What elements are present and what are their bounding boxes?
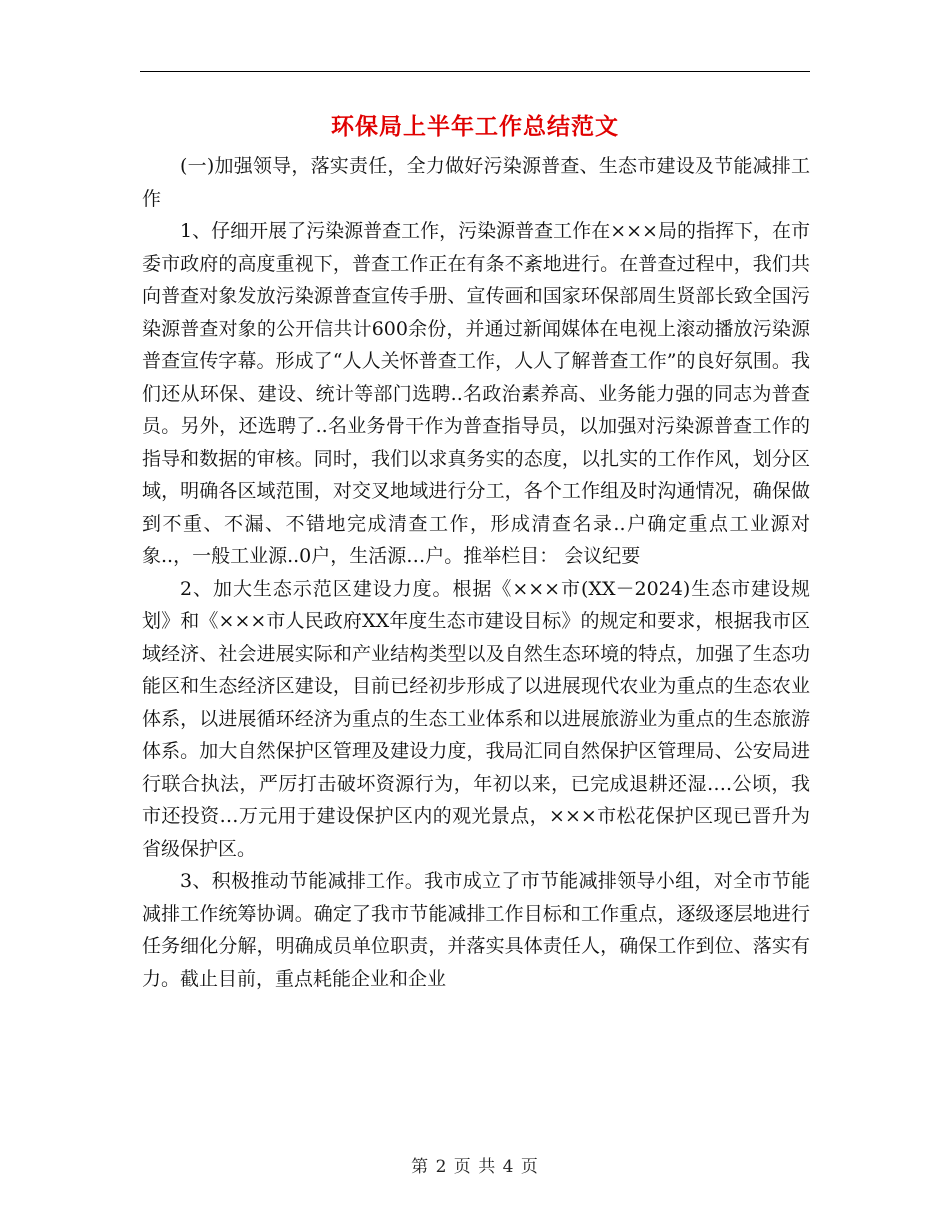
header-rule	[140, 71, 810, 72]
paragraph-pollution-survey: 1、仔细开展了污染源普查工作，污染源普查工作在×××局的指挥下，在市委市政府的高度重视下，普查工作正在有条不紊地进行。在普查过程中，我们共向普查对象发放污染源普查宣传手册、宣传画和国家环保部周生贤部长致全国污染源普查对象的公开信共计600余份，并通过新闻媒体在电视上滚动播放污染源普查宣传字幕。形成了“人人关怀普查工作，人人了解普查工作”的良好氛围。我们还从环保、建设、统计等部门选聘..名政治素养高、业务能力强的同志为普查员。另外，还选聘了..名业务骨干作为普查指导员，以加强对污染源普查工作的指导和数据的审核。同时，我们以求真务实的态度，以扎实的工作作风，划分区域，明确各区域范围，对交叉地域进行分工，各个工作组及时沟通情况，确保做到不重、不漏、不错地完成清查工作，形成清查名录..户确定重点工业源对象..，一般工业源..0户，生活源…户。推举栏目： 会议纪要	[142, 220, 810, 567]
document-title: 环保局上半年工作总结范文	[331, 114, 619, 140]
document-body	[142, 150, 810, 995]
paragraph-ecological-demo-zone: 2、加大生态示范区建设力度。根据《×××市(XX－2024)生态市建设规划》和《×××市人民政府XX年度生态市建设目标》的规定和要求，根据我市区域经济、社会进展实际和产业结构类型以及自然生态环境的特点，加强了生态功能区和生态经济区建设，目前已经初步形成了以进展现代农业为重点的生态农业体系，以进展循环经济为重点的生态工业体系和以进展旅游业为重点的生态旅游体系。加大自然保护区管理及建设力度，我局汇同自然保护区管理局、公安局进行联合执法，严厉打击破坏资源行为，年初以来，已完成退耕还湿….公顷，我市还投资…万元用于建设保护区内的观光景点，×××市松花保护区现已晋升为省级保护区。	[142, 577, 810, 860]
page-number: 第 2 页 共 4 页	[411, 1157, 539, 1177]
section-heading-paragraph: (一)加强领导，落实责任，全力做好污染源普查、生态市建设及节能减排工作	[142, 155, 810, 210]
paragraph-energy-saving: 3、积极推动节能减排工作。我市成立了市节能减排领导小组，对全市节能减排工作统筹协调。确定了我市节能减排工作目标和工作重点，逐级逐层地进行任务细化分解，明确成员单位职责，并落实具体责任人，确保工作到位、落实有力。截止目前，重点耗能企业和企业	[142, 870, 810, 990]
